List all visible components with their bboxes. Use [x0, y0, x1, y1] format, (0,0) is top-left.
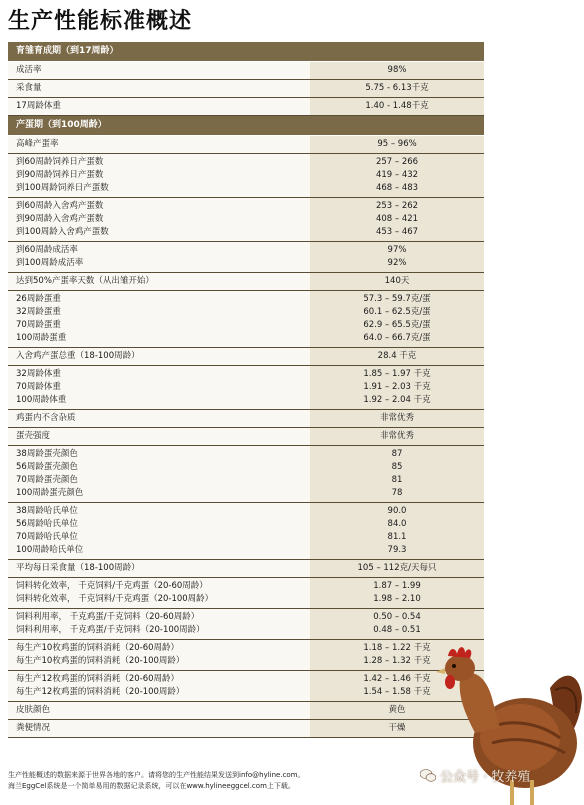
- table-row: [8, 62, 484, 80]
- metric-label: 到60周龄入舍鸡产蛋数: [16, 201, 104, 211]
- metric-label: 平均每日采食量（18-100周龄）: [16, 563, 140, 573]
- metric-value: 253 – 262: [375, 201, 419, 211]
- metric-value: 1.28 – 1.32 千克: [363, 656, 431, 666]
- metric-value: 84.0: [387, 519, 407, 529]
- metric-label: 到60周龄饲养日产蛋数: [16, 157, 104, 167]
- table-row: [8, 578, 484, 609]
- table-row: [8, 154, 484, 198]
- metric-value: 81.1: [387, 532, 407, 542]
- row-labels: [8, 80, 310, 97]
- row-values: [310, 578, 484, 608]
- metric-label: 到100周龄入舍鸡产蛋数: [16, 227, 109, 237]
- row-labels: [8, 578, 310, 608]
- row-values: [310, 198, 484, 241]
- table-row: [8, 410, 484, 428]
- row-labels: [8, 671, 310, 701]
- metric-value: 1.18 – 1.22 千克: [363, 643, 431, 653]
- section-header: 产蛋期（到100周龄）: [8, 116, 484, 136]
- row-labels: [8, 98, 310, 115]
- row-values: [310, 98, 484, 115]
- metric-value: 1.54 – 1.58 千克: [363, 687, 431, 697]
- table-row: [8, 560, 484, 578]
- row-labels: [8, 428, 310, 445]
- row-labels: [8, 348, 310, 365]
- metric-label: 高峰产蛋率: [16, 139, 59, 149]
- metric-value: 87: [391, 449, 403, 459]
- table-row: [8, 640, 484, 671]
- row-labels: [8, 62, 310, 79]
- metric-value: 黄色: [388, 705, 406, 715]
- table-row: [8, 720, 484, 738]
- metric-label: 100周龄蛋壳颜色: [16, 488, 84, 498]
- row-values: [310, 348, 484, 365]
- row-values: [310, 154, 484, 197]
- metric-value: 92%: [387, 258, 407, 268]
- row-labels: [8, 503, 310, 559]
- row-values: [310, 503, 484, 559]
- metric-label: 每生产10枚鸡蛋的饲料消耗（20-60周龄）: [16, 643, 180, 653]
- metric-value: 98%: [387, 65, 407, 75]
- metric-value: 62.9 – 65.5克/蛋: [363, 320, 431, 330]
- metric-label: 38周龄哈氏单位: [16, 506, 78, 516]
- row-labels: [8, 702, 310, 719]
- metric-value: 79.3: [387, 545, 407, 555]
- row-labels: [8, 560, 310, 577]
- performance-table: [8, 42, 484, 738]
- metric-label: 100周龄体重: [16, 395, 67, 405]
- page-title: 生产性能标准概述: [8, 9, 193, 34]
- metric-label: 饲料转化效率， 千克饲料/千克鸡蛋（20-100周龄）: [16, 594, 214, 604]
- footer-note: [8, 770, 478, 792]
- metric-value: 1.92 – 2.04 千克: [363, 395, 431, 405]
- metric-value: 1.91 – 2.03 千克: [363, 382, 431, 392]
- metric-value: 64.0 – 66.7克/蛋: [363, 333, 431, 343]
- row-labels: [8, 273, 310, 290]
- metric-value: 5.75 - 6.13千克: [365, 83, 429, 93]
- metric-label: 100周龄蛋重: [16, 333, 67, 343]
- metric-label: 26周龄蛋重: [16, 294, 61, 304]
- metric-value: 408 – 421: [375, 214, 419, 224]
- metric-label: 饲料利用率， 千克鸡蛋/千克饲料（20-60周龄）: [16, 612, 200, 622]
- metric-label: 38周龄蛋壳颜色: [16, 449, 78, 459]
- watermark-text: 公众号 · 牧养殖: [440, 770, 531, 785]
- table-row: [8, 609, 484, 640]
- metric-value: 1.85 – 1.97 千克: [363, 369, 431, 379]
- row-labels: [8, 366, 310, 409]
- footer-line-1: 生产性能概述的数据来源于世界各地的客户。请将您的生产性能结果发送到info@hyline.com。: [8, 771, 305, 779]
- table-row: [8, 80, 484, 98]
- metric-value: 97%: [387, 245, 407, 255]
- watermark: [420, 766, 530, 785]
- metric-label: 到60周龄成活率: [16, 245, 78, 255]
- row-values: [310, 428, 484, 445]
- row-values: [310, 80, 484, 97]
- metric-label: 32周龄体重: [16, 369, 61, 379]
- metric-value: 1.98 – 2.10: [373, 594, 421, 604]
- row-values: [310, 366, 484, 409]
- metric-label: 到90周龄饲养日产蛋数: [16, 170, 104, 180]
- metric-label: 饲料转化效率， 千克饲料/千克鸡蛋（20-60周龄）: [16, 581, 208, 591]
- wechat-icon: [420, 769, 436, 782]
- row-labels: [8, 640, 310, 670]
- metric-value: 257 – 266: [375, 157, 419, 167]
- section-header: 育雏育成期（到17周龄）: [8, 42, 484, 62]
- row-labels: [8, 198, 310, 241]
- metric-value: 105 – 112克/天每只: [357, 563, 437, 573]
- table-row: [8, 98, 484, 116]
- row-values: [310, 136, 484, 153]
- metric-label: 70周龄哈氏单位: [16, 532, 78, 542]
- row-labels: [8, 410, 310, 427]
- table-row: [8, 291, 484, 348]
- metric-value: 85: [391, 462, 403, 472]
- footer-line-2: 海兰EggCel系统是一个简单易用的数据记录系统，可以在www.hylineeggcel.com上下载。: [8, 782, 295, 790]
- metric-label: 采食量: [16, 83, 42, 93]
- metric-label: 入舍鸡产蛋总重（18-100周龄）: [16, 351, 140, 361]
- metric-value: 0.50 – 0.54: [373, 612, 421, 622]
- metric-label: 每生产12枚鸡蛋的饲料消耗（20-100周龄）: [16, 687, 185, 697]
- row-labels: [8, 242, 310, 272]
- metric-value: 57.3 – 59.7克/蛋: [363, 294, 431, 304]
- metric-label: 皮肤颜色: [16, 705, 51, 715]
- table-row: [8, 198, 484, 242]
- metric-label: 70周龄蛋重: [16, 320, 61, 330]
- metric-value: 468 – 483: [375, 183, 419, 193]
- row-labels: [8, 136, 310, 153]
- metric-label: 到90周龄入舍鸡产蛋数: [16, 214, 104, 224]
- table-row: [8, 503, 484, 560]
- row-values: [310, 62, 484, 79]
- metric-value: 28.4 千克: [377, 351, 417, 361]
- metric-label: 56周龄蛋壳颜色: [16, 462, 78, 472]
- row-values: [310, 273, 484, 290]
- table-row: [8, 671, 484, 702]
- metric-label: 到100周龄成活率: [16, 258, 84, 268]
- metric-value: 60.1 – 62.5克/蛋: [363, 307, 431, 317]
- metric-value: 1.42 – 1.46 千克: [363, 674, 431, 684]
- table-row: [8, 242, 484, 273]
- metric-label: 粪便情况: [16, 723, 51, 733]
- table-row: [8, 273, 484, 291]
- metric-label: 成活率: [16, 65, 42, 75]
- table-row: [8, 428, 484, 446]
- metric-value: 419 – 432: [375, 170, 419, 180]
- metric-label: 每生产10枚鸡蛋的饲料消耗（20-100周龄）: [16, 656, 185, 666]
- metric-value: 78: [391, 488, 403, 498]
- metric-label: 56周龄哈氏单位: [16, 519, 78, 529]
- metric-label: 17周龄体重: [16, 101, 61, 111]
- metric-label: 饲料利用率， 千克鸡蛋/千克饲料（20-100周龄）: [16, 625, 205, 635]
- metric-value: 1.40 - 1.48千克: [365, 101, 429, 111]
- metric-label: 70周龄体重: [16, 382, 61, 392]
- metric-label: 蛋壳强度: [16, 431, 51, 441]
- metric-label: 鸡蛋内不含杂质: [16, 413, 76, 423]
- metric-value: 非常优秀: [379, 431, 414, 441]
- row-values: [310, 446, 484, 502]
- row-labels: [8, 609, 310, 639]
- metric-value: 90.0: [387, 506, 407, 516]
- metric-label: 达到50%产蛋率天数（从出雏开始）: [16, 276, 154, 286]
- metric-label: 32周龄蛋重: [16, 307, 61, 317]
- table-row: [8, 446, 484, 503]
- row-values: [310, 242, 484, 272]
- row-values: [310, 291, 484, 347]
- table-row: [8, 366, 484, 410]
- metric-value: 非常优秀: [379, 413, 414, 423]
- table-row: [8, 136, 484, 154]
- table-row: [8, 348, 484, 366]
- metric-label: 到100周龄饲养日产蛋数: [16, 183, 109, 193]
- metric-value: 140天: [384, 276, 410, 286]
- metric-label: 每生产12枚鸡蛋的饲料消耗（20-60周龄）: [16, 674, 180, 684]
- metric-label: 70周龄蛋壳颜色: [16, 475, 78, 485]
- metric-value: 95 – 96%: [377, 139, 417, 149]
- row-labels: [8, 154, 310, 197]
- row-labels: [8, 446, 310, 502]
- metric-value: 干燥: [388, 723, 406, 733]
- row-values: [310, 410, 484, 427]
- row-labels: [8, 720, 310, 737]
- metric-value: 1.87 – 1.99: [373, 581, 421, 591]
- row-labels: [8, 291, 310, 347]
- metric-value: 453 – 467: [375, 227, 419, 237]
- metric-value: 81: [391, 475, 403, 485]
- row-values: [310, 560, 484, 577]
- table-row: [8, 702, 484, 720]
- metric-label: 100周龄哈氏单位: [16, 545, 84, 555]
- metric-value: 0.48 – 0.51: [373, 625, 421, 635]
